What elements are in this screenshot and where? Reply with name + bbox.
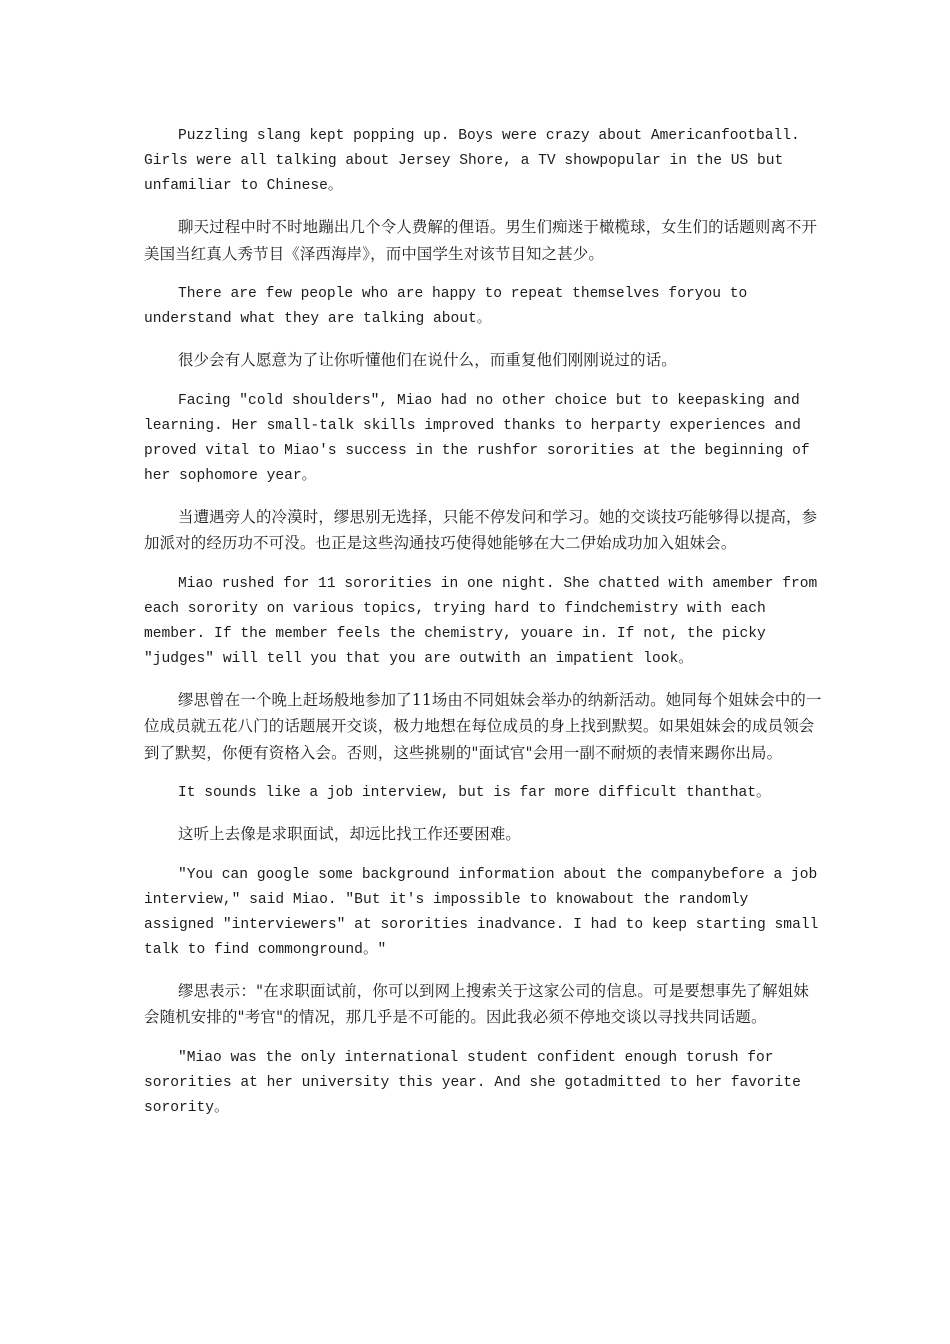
chinese-paragraph: 聊天过程中时不时地蹦出几个令人费解的俚语。男生们痴迷于橄榄球，女生们的话题则离不开美国当红真人秀节目《泽西海岸》，而中国学生对该节目知之甚少。	[144, 218, 818, 263]
chinese-paragraph: 缪思表示："在求职面试前，你可以到网上搜索关于这家公司的信息。可是要想事先了解姐妹会随机安排的"考官"的情况，那几乎是不可能的。因此我必须不停地交谈以寻找共同话题。	[144, 981, 809, 1026]
chinese-paragraph: 缪思曾在一个晚上赶场般地参加了11场由不同姐妹会举办的纳新活动。她同每个姐妹会中的一位成员就五花八门的话题展开交谈，极力地想在每位成员的身上找到默契。如果姐妹会的成员领会到了默契，你便有资格入会。否则，这些挑剔的"面试官"会用一副不耐烦的表情来踢你出局。	[144, 690, 822, 762]
english-paragraph: It sounds like a job interview, but is far more difficult thanthat。	[178, 785, 771, 801]
chinese-paragraph: 很少会有人愿意为了让你听懂他们在说什么，而重复他们刚刚说过的话。	[178, 351, 677, 369]
chinese-paragraph: 这听上去像是求职面试，却远比找工作还要困难。	[178, 825, 521, 843]
chinese-paragraph: 当遭遇旁人的冷漠时，缪思别无选择，只能不停发问和学习。她的交谈技巧能够得以提高，参加派对的经历功不可没。也正是这些沟通技巧使得她能够在大二伊始成功加入姐妹会。	[144, 507, 818, 552]
english-paragraph: There are few people who are happy to repeat themselves foryou to understand what they are talking about。	[144, 286, 748, 327]
english-paragraph: "Miao was the only international student confident enough torush for sororities at her university this year. And she gotadmitted to her favorite sorority。	[144, 1049, 801, 1116]
english-paragraph: "You can google some background information about the companybefore a job interview," said Miao. "But it's impossible to knowabout the randomly assigned "interviewers" at sororities inadvance. I had to keep starting small talk to find commonground。"	[144, 866, 819, 958]
english-paragraph: Facing "cold shoulders", Miao had no other choice but to keepasking and learning. Her small-talk skills improved thanks to herparty experiences and proved vital to Miao's success in the rushfor sororities at the beginning of her sophomore year。	[144, 392, 810, 484]
document-body	[144, 124, 824, 1121]
english-paragraph: Puzzling slang kept popping up. Boys were crazy about Americanfootball. Girls were all talking about Jersey Shore, a TV showpopular in the US but unfamiliar to Chinese。	[144, 128, 800, 194]
english-paragraph: Miao rushed for 11 sororities in one night. She chatted with amember from each sorority on various topics, trying hard to findchemistry with each member. If the member feels the chemistry, youare in. If not, the picky "judges" will tell you that you are outwith an impatient look。	[144, 575, 818, 667]
